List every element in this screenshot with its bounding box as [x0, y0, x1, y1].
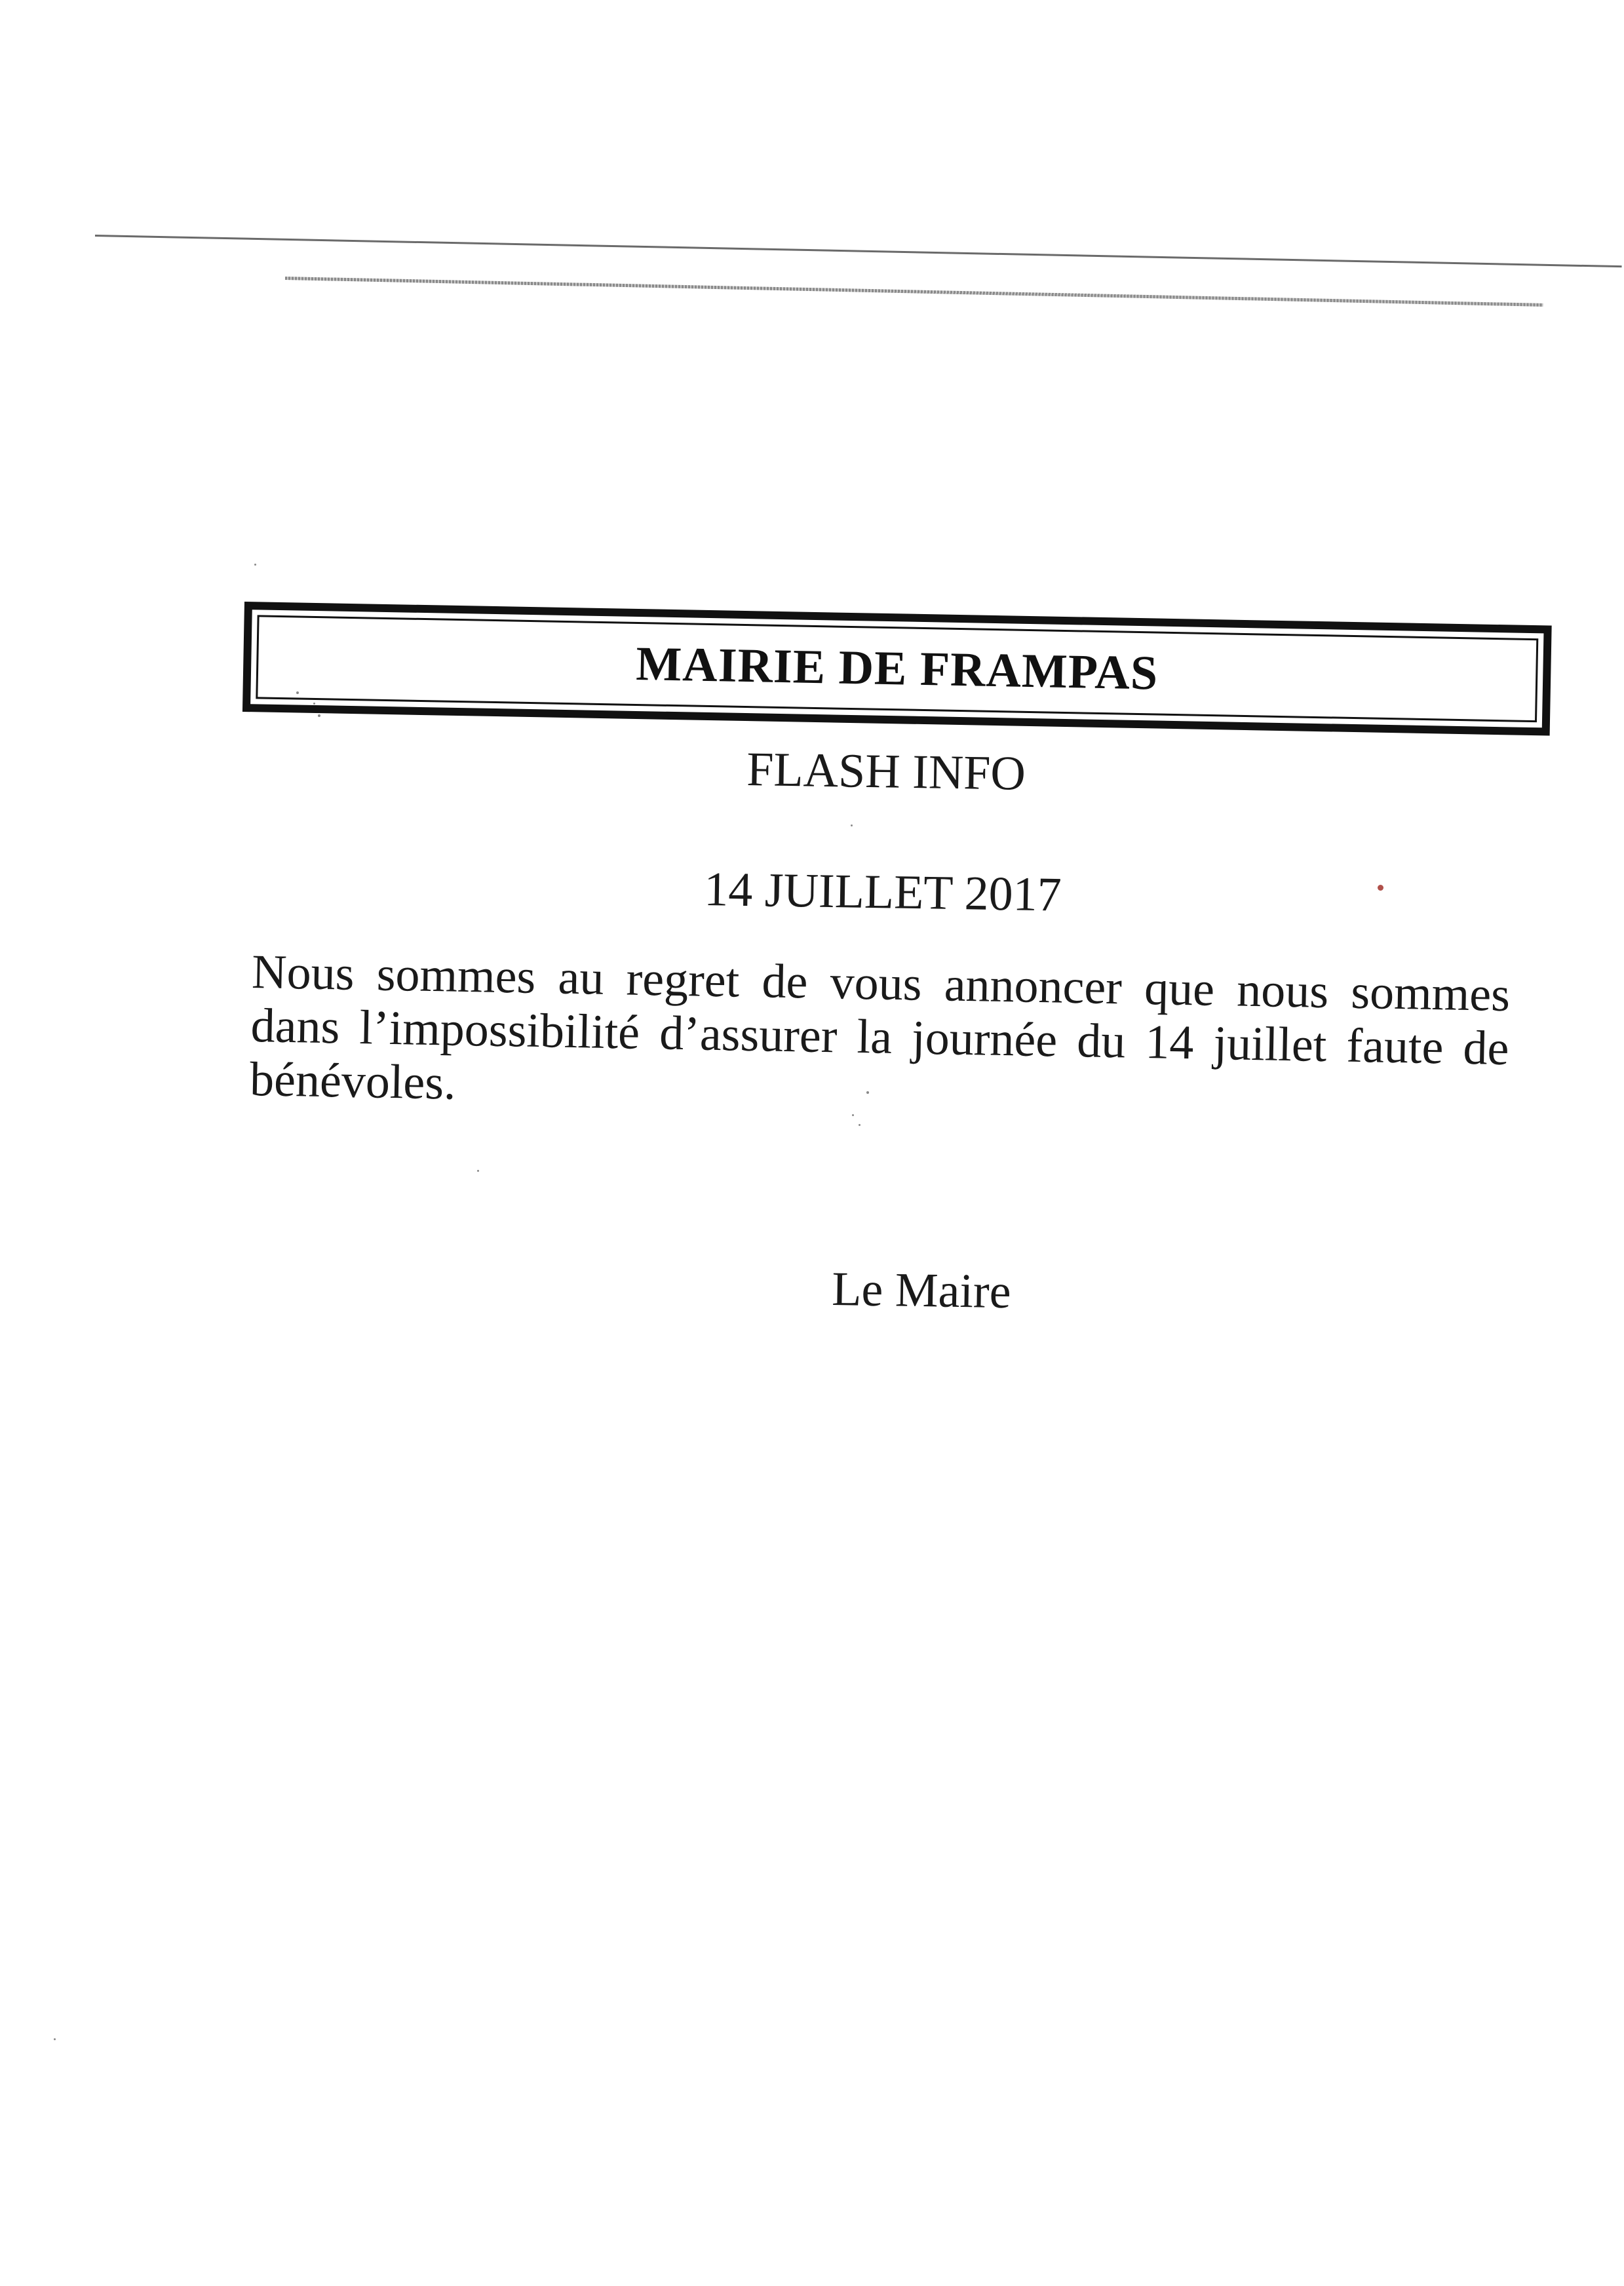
scan-speck [254, 564, 256, 566]
scan-dotted-line [285, 277, 1543, 307]
notice-date: 14 JUILLET 2017 [703, 862, 1062, 922]
header-inner-frame [256, 615, 1538, 722]
scan-speck [859, 1124, 860, 1126]
notice-heading: FLASH INFO [746, 742, 1026, 801]
scan-speck [852, 1114, 854, 1116]
page-title: MAIRIE DE FRAMPAS [635, 636, 1159, 701]
scan-edge-line [95, 235, 1622, 267]
notice-body: Nous sommes au regret de vous annoncer que nous sommes dans l’impossibilité d’assurer la journée du 14 juillet faute de bénévoles. [249, 945, 1511, 1110]
scan-speck [318, 714, 320, 717]
scan-speck [851, 824, 853, 826]
scan-speck [866, 1091, 869, 1094]
scan-speck [477, 1170, 479, 1172]
signature: Le Maire [831, 1262, 1012, 1319]
scan-speck [1378, 885, 1383, 891]
header-frame [242, 602, 1552, 736]
scan-speck [296, 691, 299, 694]
scan-speck [54, 2038, 56, 2040]
scan-speck [313, 703, 315, 705]
